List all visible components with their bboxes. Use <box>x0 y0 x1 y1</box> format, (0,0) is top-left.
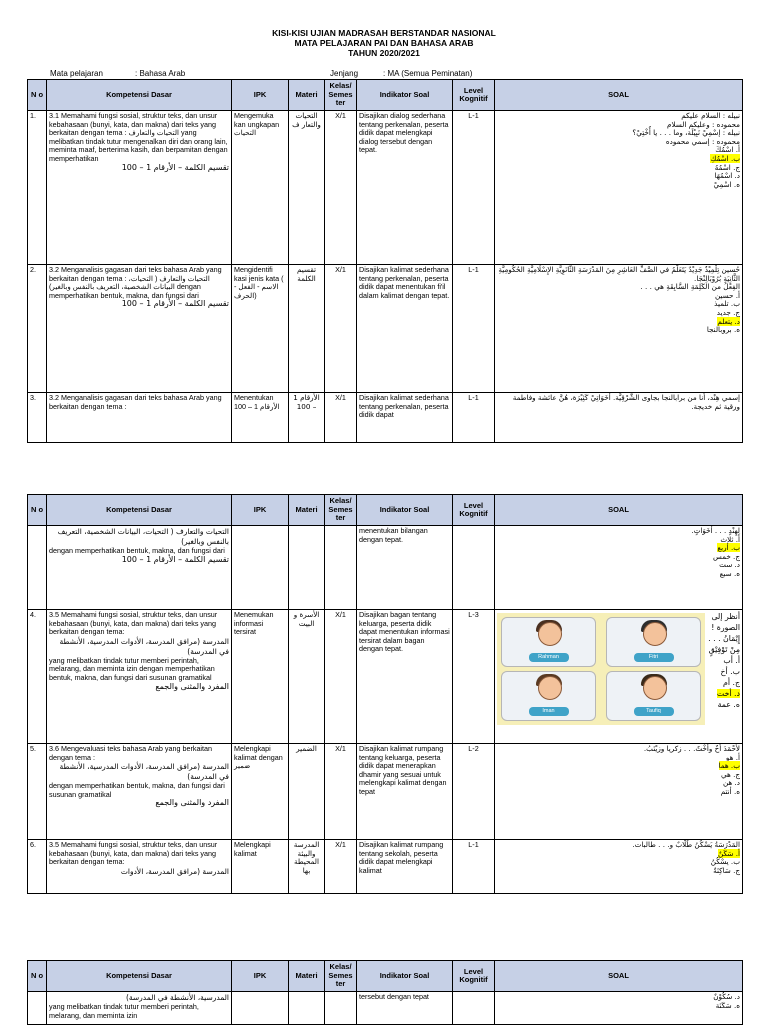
col-kelas: Kelas/ Semes ter <box>325 495 357 526</box>
kisi-table-2 <box>27 494 743 894</box>
title-line-1: KISI-KISI UJIAN MADRASAH BERSTANDAR NASIONAL <box>272 28 496 38</box>
materi-cell: تقسيم الكلمة <box>289 265 325 393</box>
option-d-answer: د. يتعلم <box>717 316 740 326</box>
soal-line: إسمي هِنْد، أنا من برابالنجا بجاوى الشَّرْقِيَّة. أَخَوَاتِيْ كَثِيْرَة، هُنَّ عائشة وفاطمة ورقية ثم خديجة. <box>512 393 740 411</box>
level-cell <box>453 526 495 610</box>
table-row <box>28 393 743 443</box>
option-e: ه. اسْمِيْ <box>713 179 740 189</box>
kd-cell <box>47 111 232 265</box>
col-soal: SOAL <box>495 495 743 526</box>
ipk-cell: Mengidentifi kasi jenis kata ( الاسم - الفعل - الحرف) <box>232 265 289 393</box>
kelas-cell: X/1 <box>325 265 357 393</box>
col-ipk: IPK <box>232 80 289 111</box>
materi-cell: الأسرة و البيت <box>289 610 325 744</box>
ipk-cell: Melengkapi kalimat dengan ضمير <box>232 744 289 840</box>
col-level: Level Kognitif <box>453 495 495 526</box>
kelas-cell: X/1 <box>325 610 357 744</box>
row-no <box>28 526 47 610</box>
col-materi: Materi <box>289 80 325 111</box>
option-a: أ. هو <box>725 752 740 762</box>
kd-text: 3.2 Menganalisis gagasan dari teks bahasa Arab yang berkaitan dengan tema : التحيات والتعارف ( التحيات، البيانات الشخصية، التعريف بالنفس وبالغير) dengan memperhatikan bentuk, makna, dan fungsi dari <box>49 265 222 300</box>
col-kd: Kompetensi Dasar <box>47 961 232 992</box>
kd-arabic: المدرسة (مرافق المدرسة، الأدوات <box>120 866 229 876</box>
kd-cell <box>47 526 232 610</box>
title-line-3: TAHUN 2020/2021 <box>348 48 420 58</box>
doc-title <box>0 28 768 58</box>
materi-cell: الأرقام 1 – 100 <box>289 393 325 443</box>
kd-arabic: التحيات والتعارف ( التحيات، البيانات الشخصية، التعريف بالنفس وبالغير) <box>57 527 229 546</box>
kelas-cell: X/1 <box>325 393 357 443</box>
kd-text: 3.6 Mengevaluasi teks bahasa Arab yang berkaitan dengan tema : <box>49 744 213 762</box>
kd-arabic: المدرسة (مرافق المدرسة، الأدوات المدرسية، الأنشطة في المدرسة) <box>59 762 229 782</box>
option-b-answer: ب. هما <box>718 761 740 771</box>
option-d-answer: د. أخت <box>716 689 740 698</box>
option-d: د. هن <box>722 778 740 788</box>
kd-text: 3.1 Memahami fungsi sosial, struktur teks, dan unsur kebahasaan (bunyi, kata, dan makna) dari teks yang berkaitan dengan tema : التحيات والتعارف yang melibatkan tindak tutur mengenalkan diri dan orang lain, meminta maaf, berterima kasih, dan berpamitan dengan memperhatikan <box>49 111 228 163</box>
face-icon <box>538 622 562 646</box>
table-row <box>28 840 743 894</box>
option-e: ه. بروبالنجا <box>706 325 740 335</box>
row-no: 3. <box>28 393 47 443</box>
kd-text-2: dengan memperhatikan bentuk, makna, dan fungsi dari susunan gramatikal <box>49 781 225 799</box>
indikator-cell: tersebut dengan tepat <box>357 992 453 1025</box>
jenjang-label: Jenjang <box>330 69 359 78</box>
kd-text: dengan memperhatikan bentuk, makna, dan fungsi dari <box>49 546 225 555</box>
table-row <box>28 992 743 1025</box>
kd-footer: المفرد والمثنى والجمع <box>155 798 229 808</box>
row-no <box>28 992 47 1025</box>
materi-cell <box>289 526 325 610</box>
family-tree-image <box>497 613 705 725</box>
level-cell: L-1 <box>453 265 495 393</box>
kelas-cell: X/1 <box>325 840 357 894</box>
materi-cell: الضمير <box>289 744 325 840</box>
level-cell: L-1 <box>453 111 495 265</box>
col-kd: Kompetensi Dasar <box>47 80 232 111</box>
indikator-cell: menentukan bilangan dengan tepat. <box>357 526 453 610</box>
option-d: د. ست <box>719 560 740 570</box>
soal-cell <box>495 526 743 610</box>
option-c: ج. خمس <box>713 551 740 561</box>
soal-line: حُسين تِلْمِيْذٌ جَدِيْدٌ يَتَعَلَّمُ في الصَّفِّ العَاشِرِ مِنَ المَدْرَسَةِ الثَّانَوِيَّةِ الإِسْلَامِيَّةِ الحُكُومِيَّةِ الثَّانِيَةِ بُرُوْبَالِنْجَا. <box>498 265 740 283</box>
option-a: أ. حسين <box>714 290 740 300</box>
table-row <box>28 111 743 265</box>
kelas-cell <box>325 526 357 610</box>
soal-cell <box>495 393 743 443</box>
face-icon <box>643 622 667 646</box>
family-member-card <box>501 617 596 667</box>
soal-line: أُنظر إلى الصورة ! <box>711 612 740 632</box>
row-no: 2. <box>28 265 47 393</box>
materi-cell: التحيات والتعار ف <box>289 111 325 265</box>
soal-line: الفِعْلُ من الكَلِمَةِ السَّابِقَةِ هي . . . <box>640 282 740 292</box>
kd-text: 3.5 Memahami fungsi sosial, struktur teks, dan unsur kebahasaan (bunyi, kata, dan makna) dari teks yang berkaitan dengan tema: <box>49 840 218 867</box>
family-member-name: Iman <box>529 707 569 716</box>
kd-footer: تقسيم الكلمة – الأرقام 1 – 100 <box>121 554 229 564</box>
option-e: ه. سبع <box>719 568 740 578</box>
row-no: 4. <box>28 610 47 744</box>
col-soal: SOAL <box>495 961 743 992</box>
row-no: 5. <box>28 744 47 840</box>
row-no: 1. <box>28 111 47 265</box>
family-member-name: Taufiq <box>634 707 674 716</box>
col-materi: Materi <box>289 961 325 992</box>
header-row <box>28 961 743 992</box>
soal-text <box>705 611 740 710</box>
col-ipk: IPK <box>232 961 289 992</box>
option-a-answer: أ. سَكَنٌ <box>717 848 740 858</box>
kd-arabic: المدرسية، الأنشطة في المدرسة) <box>125 993 229 1002</box>
kelas-cell: X/1 <box>325 744 357 840</box>
option-e: ه. سَكَنَة <box>715 1000 740 1010</box>
kd-cell <box>47 840 232 894</box>
col-indikator: Indikator Soal <box>357 80 453 111</box>
soal-line: لأحْمَدَ أخٌ وأُخْتٌ. . . زكريا وزيْنَبُ. <box>643 744 740 753</box>
col-no: N o <box>28 495 47 526</box>
table-row <box>28 610 743 744</box>
col-no: N o <box>28 961 47 992</box>
indikator-cell: Disajikan kalimat sederhana tentang perkenalan, peserta didik dapat menentukan fi'il dalam kalimat dengan tepat. <box>357 265 453 393</box>
option-c: ج. أم <box>723 678 740 687</box>
soal-cell <box>495 610 743 744</box>
option-b: ب. يسْكُنُ <box>710 857 740 867</box>
level-cell: L-3 <box>453 610 495 744</box>
soal-cell <box>495 744 743 840</box>
face-icon <box>643 676 667 700</box>
soal-line: المَدْرَسَةُ يَسْكُنُ طُلَّابٌ و. . . طالبات. <box>632 840 740 849</box>
kd-cell <box>47 744 232 840</box>
family-member-card <box>606 671 701 721</box>
mapel-label: Mata pelajaran <box>50 69 103 78</box>
kd-text: yang melibatkan tindak tutur memberi perintah, melarang, dan meminta izin <box>49 1002 199 1020</box>
kd-footer: تقسيم الكلمة – الأرقام 1 – 100 <box>121 162 229 172</box>
header-row <box>28 80 743 111</box>
ipk-cell: Menemukan informasi tersirat <box>232 610 289 744</box>
indikator-cell: Disajikan dialog sederhana tentang perkenalan, peserta didik dapat melengkapi dialog tersebut dengan tepat. <box>357 111 453 265</box>
kd-cell <box>47 610 232 744</box>
kisi-table-3 <box>27 960 743 1025</box>
soal-cell <box>495 111 743 265</box>
ipk-cell: Melengkapi kalimat <box>232 840 289 894</box>
row-no: 6. <box>28 840 47 894</box>
indikator-cell: Disajikan kalimat rumpang tentang keluarga, peserta didik dapat menerapkan dhamir yang sesuai untuk melengkapi kalimat dengan tepat <box>357 744 453 840</box>
kelas-cell: X/1 <box>325 111 357 265</box>
option-c: ج. جديد <box>716 307 740 317</box>
table-row <box>28 265 743 393</box>
header-row <box>28 495 743 526</box>
soal-line: محموده : إسمي محموده <box>665 136 740 146</box>
soal-cell <box>495 265 743 393</box>
kd-text: 3.2 Menganalisis gagasan dari teks bahasa Arab yang berkaitan dengan tema : <box>49 393 222 411</box>
family-member-name: Rahman <box>529 653 569 662</box>
col-level: Level Kognitif <box>453 961 495 992</box>
family-member-card <box>606 617 701 667</box>
kd-footer: تقسيم الكلمة – الأرقام 1 – 100 <box>121 299 229 309</box>
kd-cell <box>47 393 232 443</box>
option-b-answer: ب. اسْمُكِ <box>710 153 740 163</box>
indikator-cell: Disajikan bagan tentang keluarga, peserta didik dapat menentukan informasi tersirat dalam bagan dengan tepat. <box>357 610 453 744</box>
col-materi: Materi <box>289 495 325 526</box>
soal-cell <box>495 840 743 894</box>
family-member-card <box>501 671 596 721</box>
materi-cell: المدرسة والبيئة المحيطة بها <box>289 840 325 894</box>
kd-cell <box>47 992 232 1025</box>
option-c: ج. اسْمُهُ <box>714 162 740 172</box>
face-icon <box>538 676 562 700</box>
col-ipk: IPK <box>232 495 289 526</box>
indikator-cell: Disajikan kalimat sederhana tentang perkenalan, peserta didik dapat <box>357 393 453 443</box>
level-cell: L-1 <box>453 393 495 443</box>
kd-footer: المفرد والمثنى والجمع <box>155 681 229 691</box>
option-d: د. سُكُوْنٌ <box>713 992 740 1001</box>
option-a: أ. اسْمُكَ <box>715 145 740 155</box>
kisi-table-1 <box>27 79 743 443</box>
option-a: أ. ثلاث <box>720 534 740 544</box>
soal-line: نبيله : إسْمِيْ نَبِيْلَة، وما . . . يا أُخْتِيْ؟ <box>632 128 740 138</box>
col-kd: Kompetensi Dasar <box>47 495 232 526</box>
level-cell <box>453 992 495 1025</box>
table-row <box>28 526 743 610</box>
soal-line: نبيله : السلام عليكم <box>681 111 740 120</box>
ipk-cell <box>232 526 289 610</box>
ipk-cell: Mengemuka kan ungkapan التحيات <box>232 111 289 265</box>
soal-cell <box>495 992 743 1025</box>
kelas-cell <box>325 992 357 1025</box>
table-row <box>28 744 743 840</box>
col-indikator: Indikator Soal <box>357 495 453 526</box>
option-c: ج. هي <box>721 769 740 779</box>
col-no: N o <box>28 80 47 111</box>
option-c: ج. سَاكِنَةٌ <box>713 865 740 875</box>
materi-cell <box>289 992 325 1025</box>
kd-text-2: yang melibatkan tindak tutur memberi perintah, melarang, dan meminta izin dengan memperhatikan bentuk, makna, dan fungsi dari susunan gramatikal <box>49 655 215 682</box>
col-indikator: Indikator Soal <box>357 961 453 992</box>
col-level: Level Kognitif <box>453 80 495 111</box>
soal-line: إِيْمَانُ . . . مِنْ تَوْفِيْقٍ <box>708 634 740 654</box>
title-line-2: MATA PELAJARAN PAI DAN BAHASA ARAB <box>294 38 474 48</box>
family-member-name: Fitri <box>634 653 674 662</box>
mapel-value: : Bahasa Arab <box>135 69 186 78</box>
option-a: أ. أب <box>723 656 740 665</box>
kd-text: 3.5 Memahami fungsi sosial, struktur teks, dan unsur kebahasaan (bunyi, kata, dan makna) dari teks yang berkaitan dengan tema: <box>49 610 218 637</box>
soal-line: محموده : وعليكم السلام <box>667 119 740 129</box>
ipk-cell <box>232 992 289 1025</box>
col-kelas: Kelas/ Semes ter <box>325 80 357 111</box>
soal-line: لِهِنْدٍ . . . أَخَوَاتٍ. <box>691 526 740 535</box>
jenjang-value: : MA (Semua Peminatan) <box>383 69 473 78</box>
level-cell: L-2 <box>453 744 495 840</box>
option-b-answer: ب. أربع <box>717 543 740 553</box>
option-e: ه. عمة <box>717 700 740 709</box>
option-e: ه. أنتم <box>720 786 740 796</box>
level-cell: L-1 <box>453 840 495 894</box>
kd-arabic: المدرسة (مرافق المدرسة، الأدوات المدرسية، الأنشطة في المدرسة) <box>59 636 229 656</box>
kd-cell <box>47 265 232 393</box>
option-b: ب. تلميذ <box>714 299 740 309</box>
col-soal: SOAL <box>495 80 743 111</box>
option-b: ب. أخ <box>720 667 740 676</box>
ipk-cell: Menentukan الأرقام 1 – 100 <box>232 393 289 443</box>
col-kelas: Kelas/ Semes ter <box>325 961 357 992</box>
option-d: د. اسْمُهَا <box>714 171 740 181</box>
indikator-cell: Disajikan kalimat rumpang tentang sekolah, peserta didik dapat melengkapi kalimat <box>357 840 453 894</box>
